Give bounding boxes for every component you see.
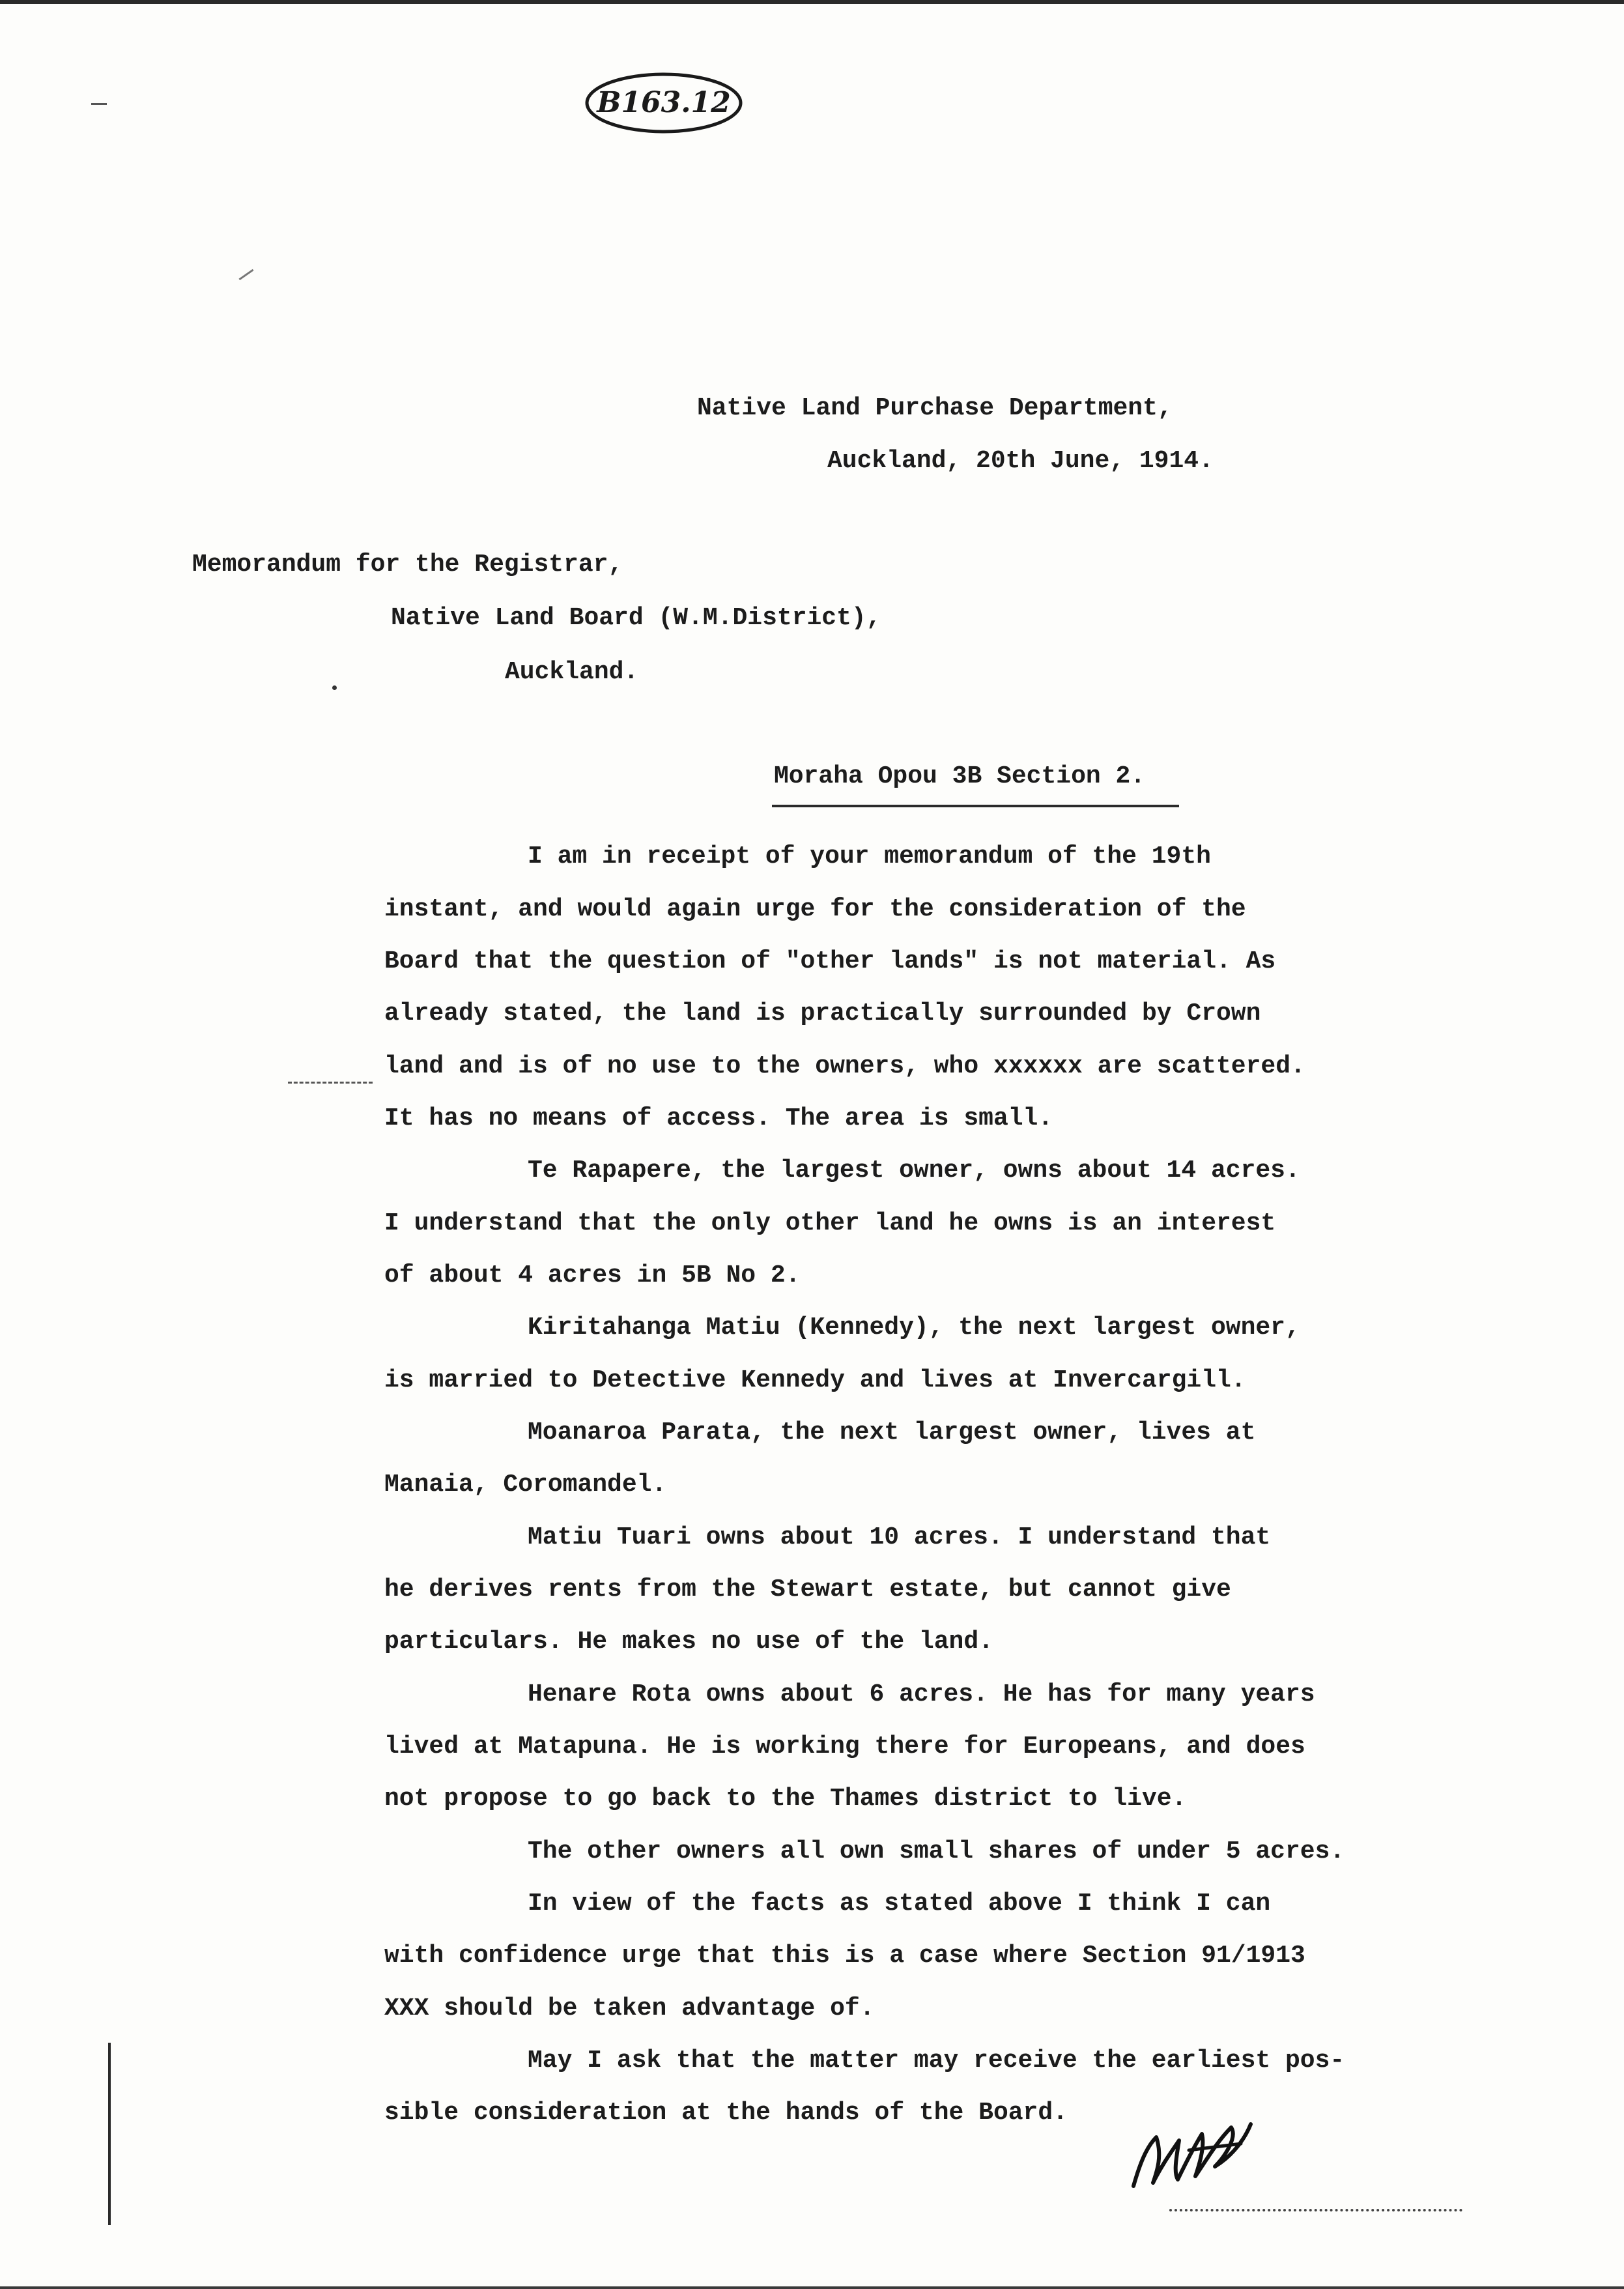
body-line: Te Rapapere, the largest owner, owns about 14 acres. — [528, 1157, 1300, 1185]
scan-edge-left — [108, 2043, 111, 2225]
body-line: Moanaroa Parata, the next largest owner, lives at — [528, 1418, 1256, 1447]
subject-underline — [772, 805, 1179, 807]
body-line: not propose to go back to the Thames district to live. — [384, 1785, 1187, 1813]
scan-speck — [91, 103, 107, 105]
handwritten-signature — [1127, 2111, 1257, 2196]
body-line: particulars. He makes no use of the land. — [384, 1628, 993, 1656]
margin-dash-mark — [288, 1082, 373, 1086]
scan-speck — [238, 269, 253, 280]
body-line: XXX should be taken advantage of. — [384, 1994, 875, 2023]
addressee-line-2: Native Land Board (W.M.District), — [391, 604, 881, 632]
scan-edge-bottom — [0, 2286, 1624, 2289]
body-line: Henare Rota owns about 6 acres. He has for many years — [528, 1680, 1315, 1708]
file-reference: B163.12 — [597, 86, 731, 119]
body-line: The other owners all own small shares of under 5 acres. — [528, 1837, 1345, 1865]
bottom-dotted-mark — [1169, 2209, 1462, 2213]
subject-heading: Moraha Opou 3B Section 2. — [774, 762, 1146, 790]
body-line: In view of the facts as stated above I think I can — [528, 1890, 1271, 1918]
body-line: land and is of no use to the owners, who xxxxxx are scattered. — [384, 1052, 1305, 1080]
body-line: already stated, the land is practically surrounded by Crown — [384, 1000, 1261, 1028]
addressee-line-1: Memorandum for the Registrar, — [192, 551, 623, 579]
addressee-line-3: Auckland. — [505, 658, 639, 686]
body-line: Manaia, Coromandel. — [384, 1471, 667, 1499]
body-line: of about 4 acres in 5B No 2. — [384, 1261, 801, 1289]
body-line: Kiritahanga Matiu (Kennedy), the next largest owner, — [528, 1314, 1300, 1342]
scan-speck — [332, 685, 337, 690]
body-line: May I ask that the matter may receive the earliest pos- — [528, 2047, 1345, 2075]
body-line: with confidence urge that this is a case where Section 91/1913 — [384, 1942, 1305, 1970]
scan-edge-top — [0, 0, 1624, 4]
body-line: instant, and would again urge for the consideration of the — [384, 895, 1246, 923]
body-line: lived at Matapuna. He is working there for Europeans, and does — [384, 1733, 1305, 1761]
body-line: Board that the question of "other lands" is not material. As — [384, 947, 1276, 975]
sender-place-date: Auckland, 20th June, 1914. — [827, 447, 1214, 475]
body-line: he derives rents from the Stewart estate, but cannot give — [384, 1576, 1231, 1604]
body-line: I understand that the only other land he owns is an interest — [384, 1209, 1276, 1237]
body-line: It has no means of access. The area is small. — [384, 1104, 1053, 1132]
body-line: Matiu Tuari owns about 10 acres. I understand that — [528, 1523, 1271, 1551]
sender-department: Native Land Purchase Department, — [697, 394, 1173, 422]
body-line: I am in receipt of your memorandum of the 19th — [528, 842, 1211, 871]
file-reference-stamp — [583, 70, 745, 136]
body-line: sible consideration at the hands of the Board. — [384, 2099, 1068, 2127]
body-line: is married to Detective Kennedy and lives at Invercargill. — [384, 1366, 1246, 1394]
